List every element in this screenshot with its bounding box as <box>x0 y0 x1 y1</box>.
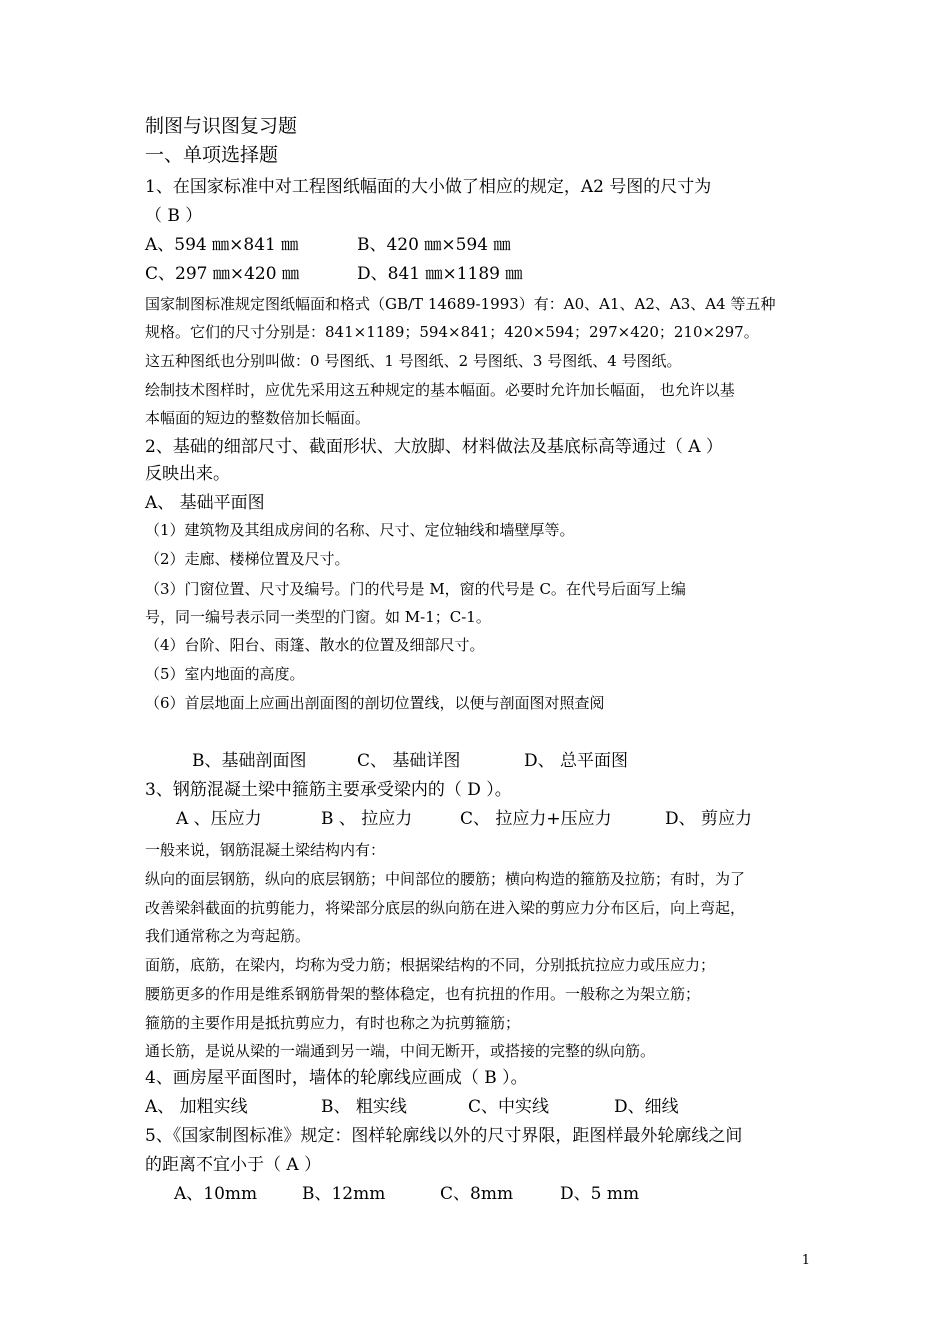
q2-item-4: （4）台阶、阳台、雨篷、散水的位置及细部尺寸。 <box>145 636 485 654</box>
q2-item-5: （5）室内地面的高度。 <box>145 665 305 683</box>
q2-option-b: B、基础剖面图 <box>192 751 307 771</box>
q3-note-5: 面筋，底筋，在梁内，均称为受力筋；根据梁结构的不同，分别抵抗拉应力或压应力； <box>145 956 716 974</box>
q3-option-c: C、 拉应力+压应力 <box>460 809 612 829</box>
q3-option-d: D、 剪应力 <box>665 809 753 829</box>
q1-option-d: D、841 ㎜×1189 ㎜ <box>357 264 523 284</box>
q1-note-2: 规格。它们的尺寸分别是：841×1189；594×841；420×594；297×420；210×297。 <box>145 323 759 341</box>
q5-option-c: C、8mm <box>440 1184 514 1204</box>
question-5-text: 5、《国家制图标准》规定：图样轮廓线以外的尺寸界限，距图样最外轮廓线之间 <box>145 1126 743 1146</box>
q3-option-a: A 、压应力 <box>176 809 262 829</box>
q3-note-3: 改善梁斜截面的抗剪能力，将梁部分底层的纵向筋在进入梁的剪应力分布区后，向上弯起， <box>145 899 746 917</box>
q4-option-c: C、中实线 <box>468 1097 550 1117</box>
q2-item-2: （2）走廊、楼梯位置及尺寸。 <box>145 550 350 568</box>
section-heading: 一、单项选择题 <box>145 144 279 166</box>
question-1-text: 1、在国家标准中对工程图纸幅面的大小做了相应的规定，A2 号图的尺寸为 <box>145 177 712 197</box>
q3-note-8: 通长筋，是说从梁的一端通到另一端，中间无断开，或搭接的完整的纵向筋。 <box>145 1042 656 1060</box>
document-title: 制图与识图复习题 <box>145 115 298 137</box>
q4-option-b: B、 粗实线 <box>321 1097 407 1117</box>
question-5-text-cont: 的距离不宜小于（ A ） <box>145 1155 322 1175</box>
question-4-text: 4、画房屋平面图时，墙体的轮廓线应画成（ B ）。 <box>145 1068 528 1088</box>
q3-note-6: 腰筋更多的作用是维系钢筋骨架的整体稳定，也有抗扭的作用。一般称之为架立筋； <box>145 985 701 1003</box>
question-2-text-cont: 反映出来。 <box>145 464 230 484</box>
q1-note-3: 这五种图纸也分别叫做：0 号图纸、1 号图纸、2 号图纸、3 号图纸、4 号图纸。 <box>145 352 682 370</box>
q5-option-b: B、12mm <box>302 1184 386 1204</box>
q1-note-5: 本幅面的短边的整数倍加长幅面。 <box>145 409 371 427</box>
q2-option-a: A、 基础平面图 <box>145 493 265 513</box>
q2-option-d: D、 总平面图 <box>524 751 629 771</box>
q1-note-4: 绘制技术图样时，应优先采用这五种规定的基本幅面。必要时允许加长幅面， 也允许以基 <box>145 381 735 399</box>
q4-option-a: A、 加粗实线 <box>145 1097 248 1117</box>
question-2-text: 2、基础的细部尺寸、截面形状、大放脚、材料做法及基底标高等通过（ A ） <box>145 437 723 457</box>
q1-option-c: C、297 ㎜×420 ㎜ <box>145 264 299 284</box>
question-1-answer: （ B ） <box>145 206 203 226</box>
question-3-text: 3、钢筋混凝土梁中箍筋主要承受梁内的（ D ）。 <box>145 780 512 800</box>
q3-option-b: B 、 拉应力 <box>321 809 413 829</box>
q5-option-d: D、5 mm <box>560 1184 640 1204</box>
q2-item-6: （6）首层地面上应画出剖面图的剖切位置线，以便与剖面图对照查阅 <box>145 694 605 712</box>
q1-note-1: 国家制图标准规定图纸幅面和格式（GB/T 14689-1993）有：A0、A1、A2、A3、A4 等五种 <box>145 295 776 313</box>
q4-option-d: D、细线 <box>614 1097 679 1117</box>
q3-note-4: 我们通常称之为弯起筋。 <box>145 927 311 945</box>
q2-item-3-cont: 号，同一编号表示同一类型的门窗。如 M-1；C-1。 <box>145 608 491 626</box>
page-number: 1 <box>801 1253 810 1268</box>
q1-option-a: A、594 ㎜×841 ㎜ <box>145 235 299 255</box>
q2-item-1: （1）建筑物及其组成房间的名称、尺寸、定位轴线和墙壁厚等。 <box>145 521 575 539</box>
q3-note-7: 箍筋的主要作用是抵抗剪应力，有时也称之为抗剪箍筋； <box>145 1014 521 1032</box>
q5-option-a: A、10mm <box>174 1184 258 1204</box>
q3-note-1: 一般来说，钢筋混凝土梁结构内有： <box>145 841 386 859</box>
q3-note-2: 纵向的面层钢筋，纵向的底层钢筋；中间部位的腰筋；横向构造的箍筋及拉筋；有时，为了 <box>145 870 746 888</box>
q2-item-3: （3）门窗位置、尺寸及编号。门的代号是 M，窗的代号是 C。在代号后面写上编 <box>145 580 686 598</box>
q2-option-c: C、 基础详图 <box>357 751 461 771</box>
q1-option-b: B、420 ㎜×594 ㎜ <box>357 235 511 255</box>
